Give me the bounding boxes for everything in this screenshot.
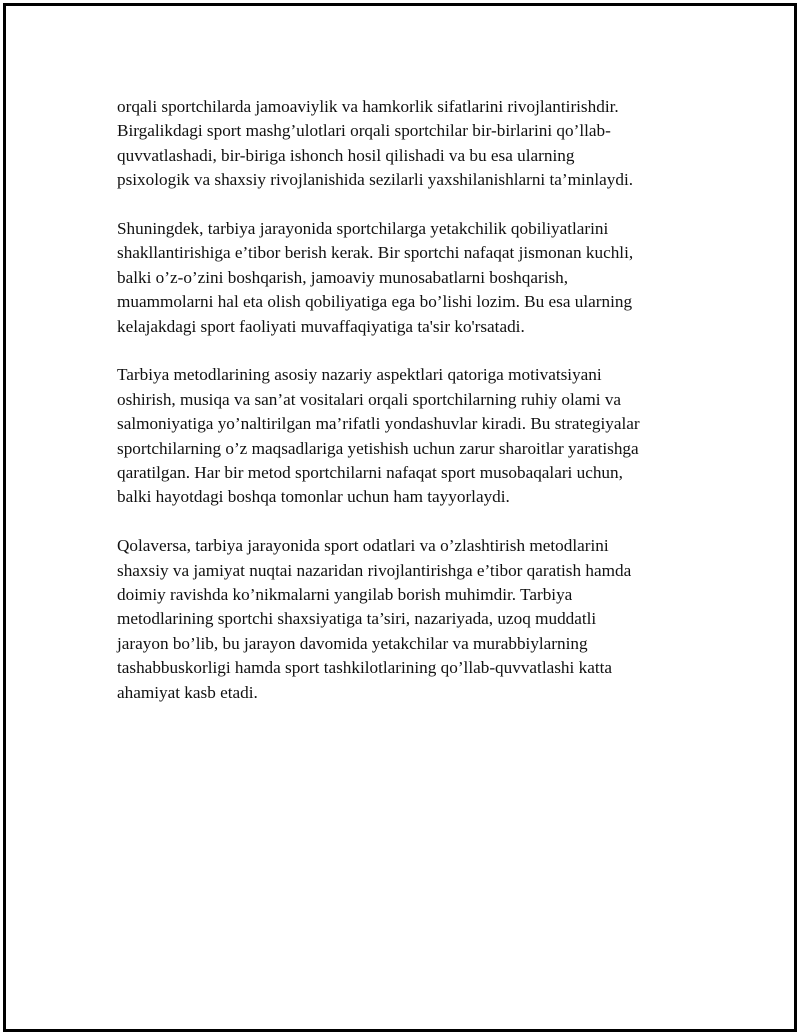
- paragraph-3: Tarbiya metodlarining asosiy nazariy aspektlari qatoriga motivatsiyani oshirish, musiqa va san’at vositalari orqali sportchilarning ruhiy olami va salmoniyatiga yo’naltirilgan ma’rifatli yondashuvlar kiradi. Bu strategiyalar sportchilarning o’z maqsadlariga yetishish uchun zarur sharoitlar yaratishga qaratilgan. Har bir metod sportchilarni nafaqat sport musobaqalari uchun, balki hayotdagi boshqa tomonlar uchun ham tayyorlaydi.: [117, 365, 640, 507]
- paragraph-2: Shuningdek, tarbiya jarayonida sportchilarga yetakchilik qobiliyatlarini shakllantirishiga e’tibor berish kerak. Bir sportchi nafaqat jismonan kuchli, balki o’z-o’zini boshqarish, jamoaviy munosabatlarni boshqarish, muammolarni hal eta olish qobiliyatiga ega bo’lishi lozim. Bu esa ularning kelajakdagi sport faoliyati muvaffaqiyatiga ta'sir ko'rsatadi.: [117, 219, 634, 336]
- paragraph-1: orqali sportchilarda jamoaviylik va hamkorlik sifatlarini rivojlantirishdir. Birgalikdagi sport mashg’ulotlari orqali sportchilar bir-birlarini qo’llab- quvvatlashadi, bir-biriga ishonch hosil qilishadi va bu esa ularning psixologik va shaxsiy rivojlanishida sezilarli yaxshilanishlarni ta’minlaydi.: [117, 97, 634, 190]
- paragraph-4: Qolaversa, tarbiya jarayonida sport odatlari va o’zlashtirish metodlarini shaxsiy va jamiyat nuqtai nazaridan rivojlantirishga e’tibor qaratish hamda doimiy ravishda ko’nikmalarni yangilab borish muhimdir. Tarbiya metodlarining sportchi shaxsiyatiga ta’siri, nazariyada, uzoq muddatli jarayon bo’lib, bu jarayon davomida yetakchilar va murabbiylarning tashabbuskorligi hamda sport tashkilotlarining qo’llab-quvvatlashi katta ahamiyat kasb etadi.: [117, 536, 632, 702]
- document-body: [117, 95, 677, 730]
